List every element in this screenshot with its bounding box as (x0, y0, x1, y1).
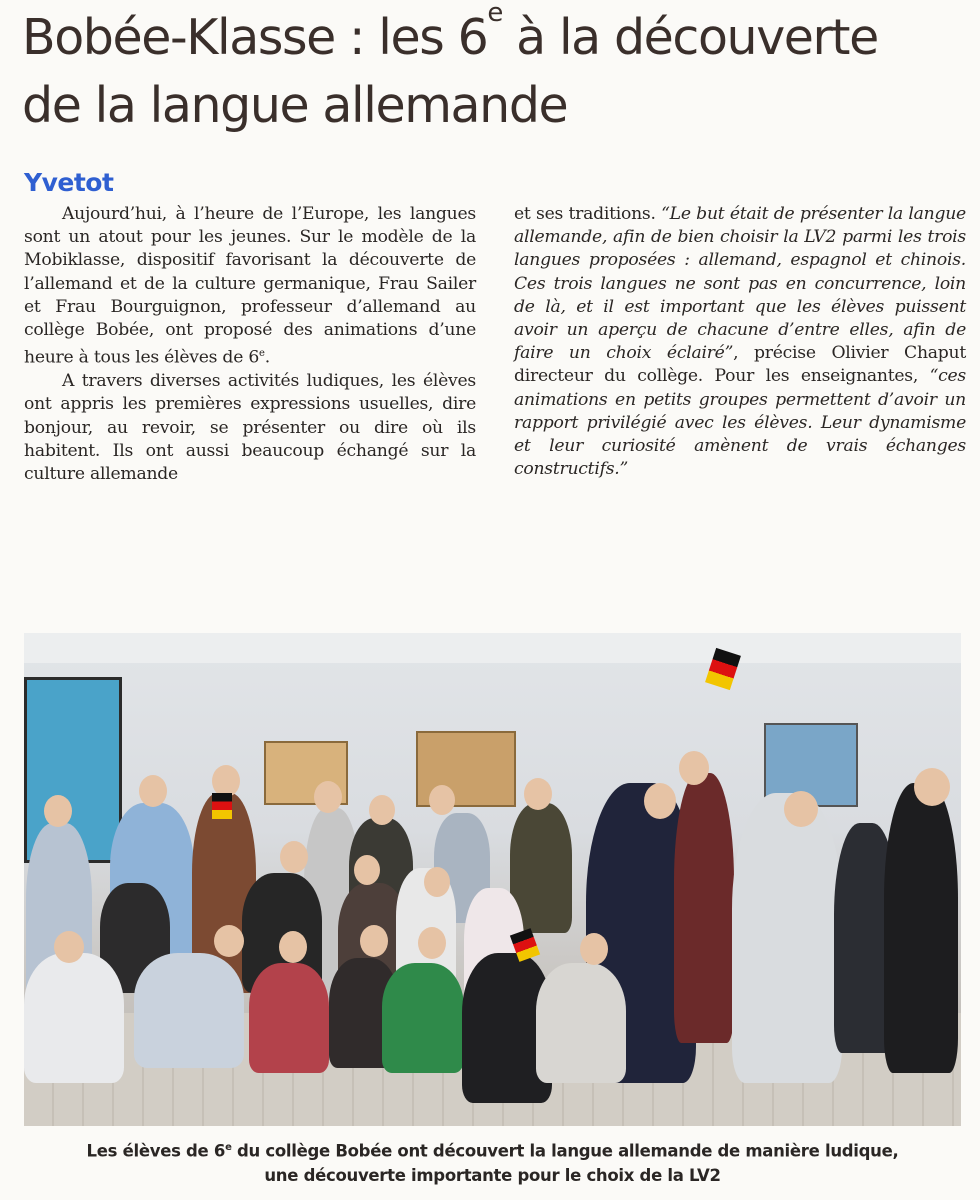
caption-part2: du collège Bobée ont découvert la langue allemande de manière ludique, (231, 1141, 899, 1161)
paragraph-1-text: Aujourd’hui, à l’heure de l’Europe, les langues sont un atout pour les jeunes. Sur le modèle de la Mobiklasse, dispositif favorisant la découverte de l’allemand et de la culture germanique, Frau Sailer et Frau Bourguignon, professeur d’allemand au collège Bobée, ont proposé des animations d’une heure à tous les élèves de 6 (24, 204, 476, 368)
photo-face (524, 778, 552, 810)
photo-face (369, 795, 395, 825)
photo-face (280, 841, 308, 873)
photo-student (732, 793, 842, 1083)
paragraph-3-lead: et ses traditions. (514, 204, 662, 224)
dateline-city: Yvetot (24, 168, 114, 197)
photo-face (424, 867, 450, 897)
photo-face (418, 927, 446, 959)
class-photo (24, 633, 961, 1126)
photo-student (134, 953, 244, 1068)
photo-face (679, 751, 709, 785)
photo-face (54, 931, 84, 963)
quote-teachers: “ces animations en petits groupes permettent d’avoir un rapport privilégié avec les élèves. Leur dynamisme et leur curiosité amènent de vrais échanges constructifs.” (514, 366, 966, 480)
photo-caption (24, 1136, 961, 1188)
photo-ceiling (24, 633, 961, 663)
paragraph-1-superscript: e (259, 348, 265, 360)
photo-face (314, 781, 342, 813)
photo-face (44, 795, 72, 827)
photo-face (644, 783, 676, 819)
article-headline (22, 0, 962, 140)
paragraph-2: A travers diverses activités ludiques, les élèves ont appris les premières expressions usuelles, dire bonjour, au revoir, se présenter ou dire où ils habitent. Ils ont aussi beaucoup échangé sur la culture allemande (24, 371, 476, 484)
caption-superscript: e (225, 1142, 232, 1153)
photo-student (249, 963, 329, 1073)
article-column-1 (24, 203, 476, 486)
caption-line2: une découverte importante pour le choix de la LV2 (264, 1165, 721, 1185)
photo-face (139, 775, 167, 807)
photo-student (382, 963, 464, 1073)
photo-student (24, 953, 124, 1083)
photo-face (429, 785, 455, 815)
photo-student (884, 783, 958, 1073)
photo-face (360, 925, 388, 957)
photo-face (914, 768, 950, 806)
headline-part1: Bobée-Klasse : les 6 (22, 9, 488, 66)
photo-face (354, 855, 380, 885)
german-flag-icon (212, 793, 232, 819)
headline-part2: à la découverte (501, 9, 878, 66)
photo-teacher (674, 773, 734, 1043)
quote-director: “Le but était de présenter la langue allemande, afin de bien choisir la LV2 parmi les trois langues proposées : allemand, espagnol et chinois. Ces trois langues ne sont pas en concurrence, loin de là, et il est important que les élèves puissent avoir un aperçu de chacune d’entre elles, afin de faire un choix éclairé” (514, 204, 966, 364)
paragraph-3-mid: , précise Olivier Chaput directeur du collège. Pour les enseignantes, (514, 343, 967, 387)
photo-face (580, 933, 608, 965)
caption-part1: Les élèves de 6 (86, 1141, 226, 1161)
article-column-2 (514, 203, 966, 481)
photo-face (784, 791, 818, 827)
headline-superscript: e (487, 0, 502, 28)
photo-student (536, 963, 626, 1083)
headline-line2: de la langue allemande (22, 77, 568, 134)
paragraph-1 (24, 203, 476, 370)
paragraph-3 (514, 203, 966, 481)
photo-face (214, 925, 244, 957)
paragraph-1-end: . (264, 347, 270, 368)
photo-face (279, 931, 307, 963)
